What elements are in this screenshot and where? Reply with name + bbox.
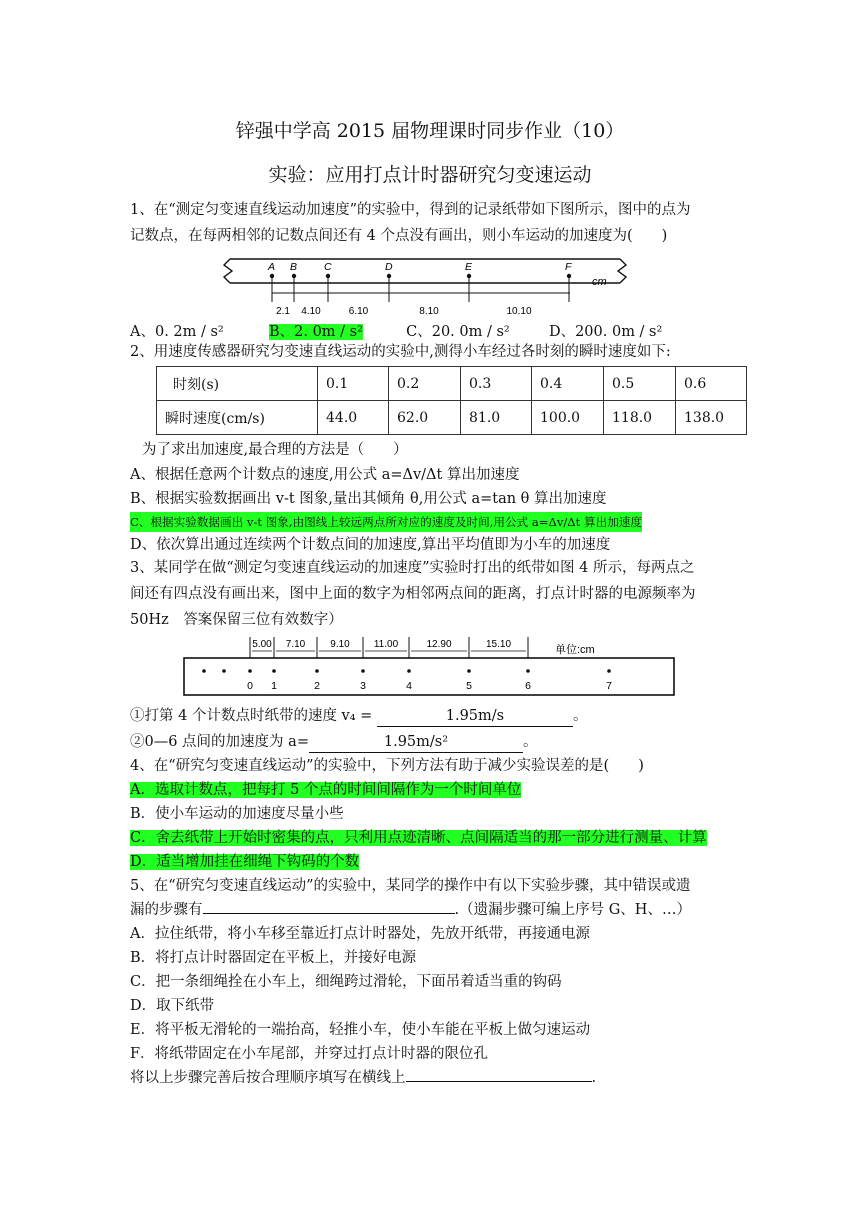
q3-item1-answer-field[interactable]: 1.95m/s	[377, 706, 573, 727]
q4-option-c[interactable]: C．舍去纸带上开始时密集的点，只利用点迹清晰、点间隔适当的那一部分进行测量、计算	[130, 830, 707, 846]
table-cell: 62.0	[389, 401, 461, 435]
table-cell: 0.3	[461, 367, 532, 401]
q4-option-a[interactable]: A．选取计数点，把每打 5 个点的时间间隔作为一个时间单位	[130, 782, 522, 798]
q4-option-c-row	[130, 828, 707, 848]
q5-step-b: B．将打点计时器固定在平板上，并接好电源	[130, 950, 417, 966]
table-header-time: 时刻(s)	[157, 367, 318, 401]
q3-line1: 3、某同学在做“测定匀变速直线运动的加速度”实验时打出的纸带如图 4 所示，每两点之	[130, 560, 695, 576]
q5-step-c: C．把一条细绳拴在小车上，细绳跨过滑轮，下面吊着适当重的钩码	[130, 974, 562, 990]
q3-count-point	[526, 669, 530, 673]
q5-final	[130, 1068, 596, 1088]
q3-item1-prompt: ①打第 4 个计数点时纸带的速度 v₄ =	[130, 708, 373, 724]
q3-count-point	[467, 669, 471, 673]
q3-item1-suffix: 。	[572, 708, 588, 724]
q3-spacing-label: 11.00	[373, 639, 399, 650]
q1-point-label: F	[565, 261, 572, 273]
q5-order-field[interactable]	[406, 1081, 592, 1082]
q1-option-b[interactable]: B、2. 0m / s²	[268, 324, 363, 340]
q2-intro: 2、用速度传感器研究匀变速直线运动的实验中,测得小车经过各时刻的瞬时速度如下:	[130, 344, 671, 360]
q3-item2-prompt: ②0—6 点间的加速度为 a=	[130, 734, 309, 750]
table-cell: 81.0	[461, 401, 532, 435]
q5-missing-steps-field[interactable]	[203, 913, 455, 914]
q3-item2	[130, 732, 537, 753]
q2-velocity-table	[156, 366, 747, 435]
q3-count-point	[607, 669, 611, 673]
q3-line2: 间还有四点没有画出来，图中上面的数字为相邻两点间的距离，打点计时器的电源频率为	[130, 586, 696, 602]
table-cell: 0.4	[532, 367, 604, 401]
q3-point-number: 1	[271, 680, 277, 692]
q3-count-point	[272, 669, 276, 673]
q1-point-label: A	[268, 261, 276, 273]
q3-point-number: 3	[360, 680, 366, 692]
q2-option-d[interactable]: D、依次算出通过连续两个计数点间的加速度,算出平均值即为小车的加速度	[130, 537, 611, 553]
table-cell: 0.2	[389, 367, 461, 401]
q4-option-a-row	[130, 780, 521, 800]
q1-point-label: C	[324, 261, 332, 273]
q3-item2-answer-field[interactable]: 1.95m/s²	[309, 732, 523, 753]
q3-point-number: 7	[606, 680, 612, 692]
q2-option-a[interactable]: A、根据任意两个计数点的速度,用公式 a=Δv/Δt 算出加速度	[130, 467, 520, 483]
table-cell: 0.6	[676, 367, 747, 401]
q3-point-number: 0	[247, 680, 253, 692]
q4-intro: 4、在“研究匀变速直线运动”的实验中，下列方法有助于减少实验误差的是( )	[130, 758, 644, 774]
q5-line1: 5、在“研究匀变速直线运动”的实验中，某同学的操作中有以下实验步骤，其中错误或遗	[130, 878, 691, 894]
q1-point-label: D	[385, 261, 393, 273]
table-cell: 44.0	[318, 401, 389, 435]
q1-spacing-label: 6.10	[348, 306, 369, 317]
q3-dot	[222, 669, 226, 673]
q5-line2	[130, 900, 691, 920]
q3-unit-label: 单位:cm	[555, 644, 595, 656]
q3-point-number: 5	[466, 680, 472, 692]
q2-option-b[interactable]: B、根据实验数据画出 v-t 图象,量出其倾角 θ,用公式 a=tan θ 算出加速度	[130, 491, 607, 507]
q3-spacing-label: 7.10	[285, 639, 306, 650]
q1-spacing-label: 2.1	[276, 306, 290, 317]
q1-spacing-label: 10.10	[506, 306, 532, 317]
q1-option-c[interactable]: C、20. 0m / s²	[406, 324, 510, 340]
q1-option-a[interactable]: A、0. 2m / s²	[130, 324, 224, 340]
table-header-velocity: 瞬时速度(cm/s)	[157, 401, 318, 435]
q3-spacing-label: 15.10	[485, 639, 512, 650]
q5-final-prompt: 将以上步骤完善后按合理顺序填写在横线上	[130, 1070, 406, 1086]
q3-point-number: 2	[314, 680, 320, 692]
q1-line2: 记数点，在每两相邻的记数点间还有 4 个点没有画出，则小车运动的加速度为( )	[130, 228, 668, 244]
q3-count-point	[315, 669, 319, 673]
q5-step-d: D．取下纸带	[130, 998, 215, 1014]
q5-step-f: F．将纸带固定在小车尾部，并穿过打点计时器的限位孔	[130, 1046, 489, 1062]
q1-point-label: E	[465, 261, 473, 273]
q3-item2-suffix: 。	[522, 734, 538, 750]
q3-line3: 50Hz 答案保留三位有效数字）	[130, 612, 343, 628]
table-row	[157, 401, 747, 435]
q3-tape-diagram	[180, 634, 680, 698]
table-cell: 100.0	[532, 401, 604, 435]
q5-step-e: E．将平板无滑轮的一端抬高，轻推小车，使小车能在平板上做匀速运动	[130, 1022, 591, 1038]
q3-count-point	[248, 669, 252, 673]
q3-count-point	[407, 669, 411, 673]
q5-line2-suffix: .（遗漏步骤可编上序号 G、H、…）	[454, 902, 691, 918]
q1-option-d[interactable]: D、200. 0m / s²	[548, 324, 663, 340]
q5-line2-prompt: 漏的步骤有	[130, 902, 203, 918]
q3-item1	[130, 706, 587, 727]
q4-option-b[interactable]: B．使小车运动的加速度尽量小些	[130, 806, 344, 822]
q1-spacing-label: 8.10	[419, 306, 439, 317]
table-row	[157, 367, 747, 401]
q2-option-c[interactable]: C、根据实验数据画出 v-t 图象,由图线上较远两点所对应的速度及时间,用公式 a=Δv/Δt 算出加速度	[130, 512, 642, 532]
q5-final-suffix: .	[591, 1070, 597, 1086]
q1-line1: 1、在“测定匀变速直线运动加速度”的实验中，得到的记录纸带如下图所示，图中的点为	[130, 202, 691, 218]
page-title: 锌强中学高 2015 届物理课时同步作业（10）	[235, 120, 625, 142]
q4-option-d[interactable]: D．适当增加挂在细绳下钩码的个数	[130, 854, 360, 870]
q1-options	[130, 322, 662, 342]
q3-spacing-label: 12.90	[426, 639, 452, 650]
q3-spacing-label: 9.10	[330, 639, 350, 650]
q3-count-point	[361, 669, 365, 673]
q5-step-a: A．拉住纸带，将小车移至靠近打点计时器处，先放开纸带，再接通电源	[130, 926, 590, 942]
q3-point-number: 6	[525, 680, 531, 692]
q1-tape-diagram	[216, 254, 636, 320]
table-cell: 0.1	[318, 367, 389, 401]
table-cell: 138.0	[676, 401, 747, 435]
q1-point-label: B	[290, 261, 298, 273]
q2-prompt: 为了求出加速度,最合理的方法是（ ）	[142, 442, 408, 458]
table-cell: 0.5	[604, 367, 676, 401]
q3-point-number: 4	[406, 680, 412, 692]
q3-spacing-label: 5.00	[252, 639, 272, 650]
table-cell: 118.0	[604, 401, 676, 435]
q1-spacing-label: 4.10	[301, 306, 321, 317]
q4-option-d-row	[130, 852, 359, 872]
q1-unit-label: cm	[592, 276, 607, 288]
page-subtitle: 实验：应用打点计时器研究匀变速运动	[268, 164, 592, 186]
q3-dot	[202, 669, 206, 673]
